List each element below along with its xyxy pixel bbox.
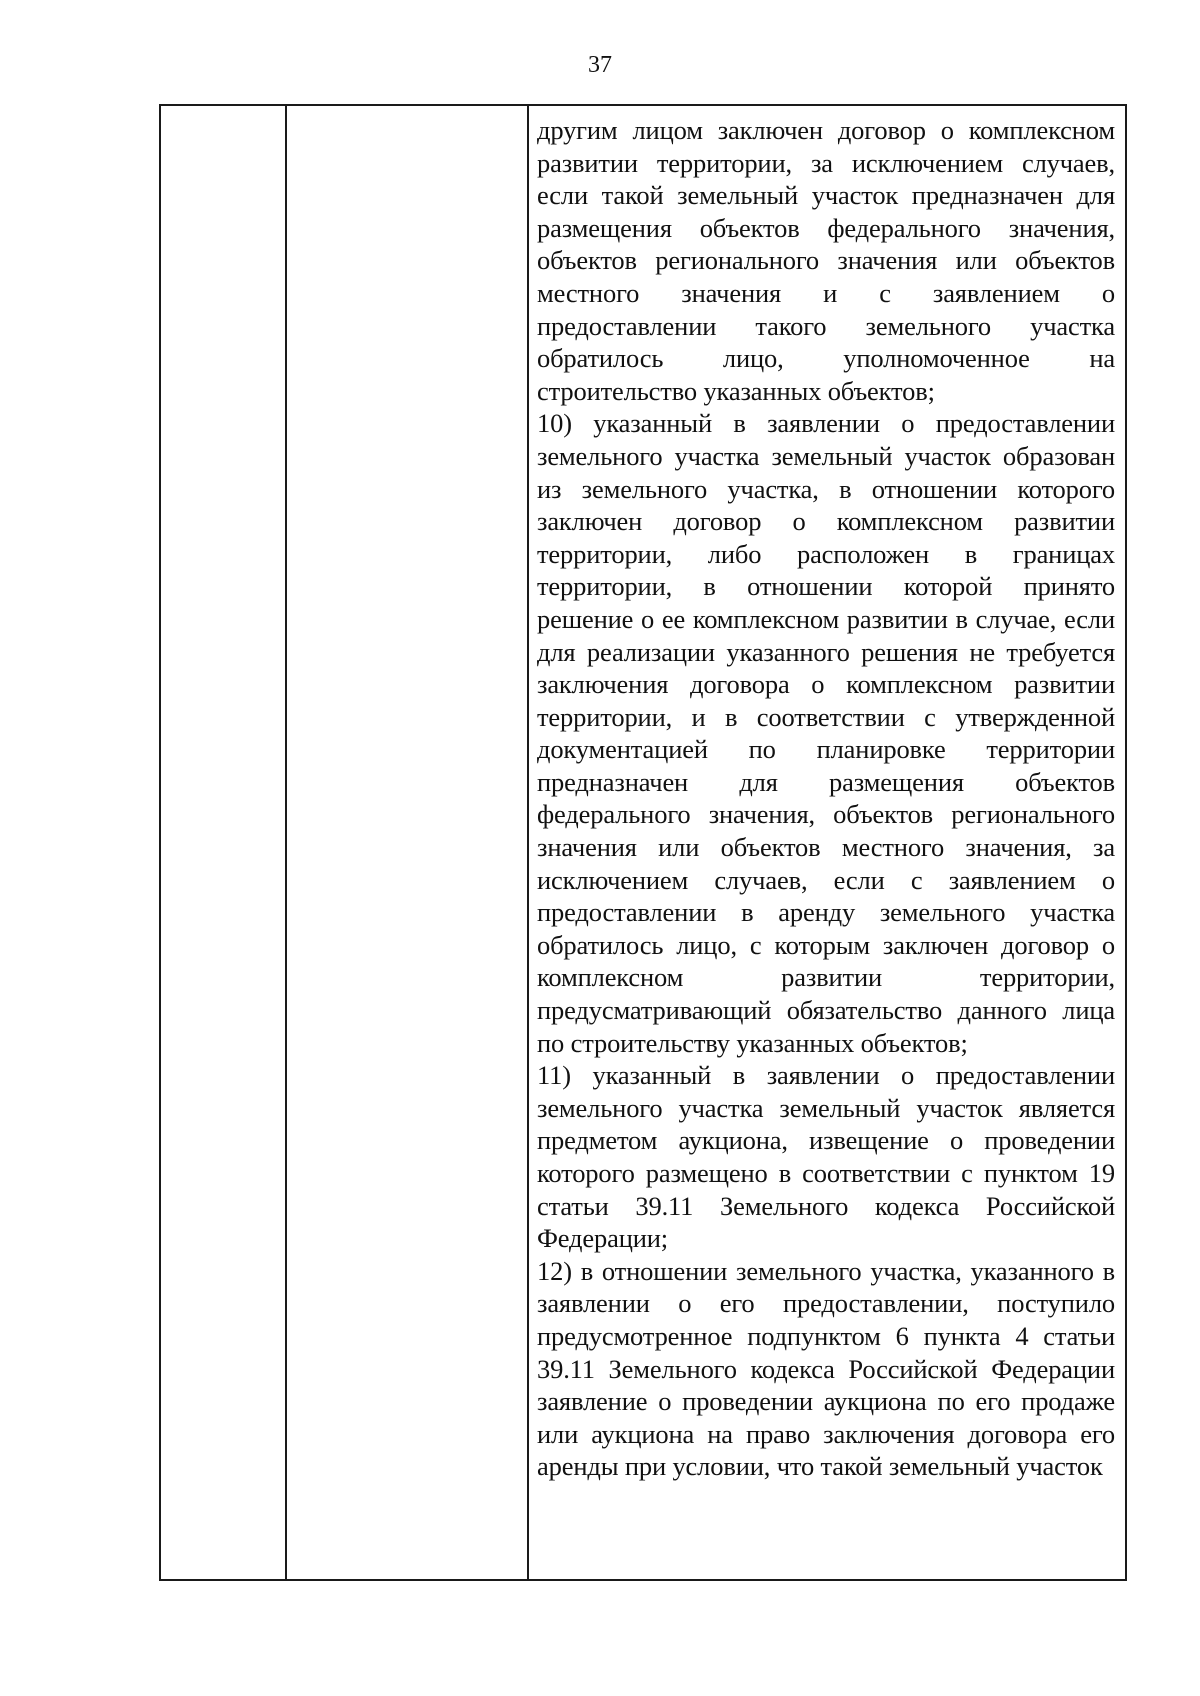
paragraph-continuation: другим лицом заключен договор о комплексном развитии территории, за исключением случаев, если такой земельный участок предназначен для размещения объектов федерального значения, объектов регионального значения или объектов местного значения и с заявлением о предоставлении такого земельного участка обратилось лицо, уполномоченное на строительство указанных объектов;: [537, 115, 1115, 406]
paragraph-item-12: 12) в отношении земельного участка, указанного в заявлении о его предоставлении, поступило предусмотренное подпунктом 6 пункта 4 статьи 39.11 Земельного кодекса Российской Федерации заявление о проведении аукциона по его продаже или аукциона на право заключения договора его аренды при условии, что такой земельный участок: [537, 1255, 1115, 1482]
paragraph-item-10: 10) указанный в заявлении о предоставлении земельного участка земельный участок образован из земельного участка, в отношении которого заключен договор о комплексном развитии территории, либо расположен в границах территории, в отношении которой принято решение о ее комплексном развитии в случае, если для реализации указанного решения не требуется заключения договора о комплексном развитии территории, и в соответствии с утвержденной документацией по планировке территории предназначен для размещения объектов федерального значения, объектов регионального значения или объектов местного значения, за исключением случаев, если с заявлением о предоставлении в аренду земельного участка обратилось лицо, с которым заключен договор о комплексном развитии территории, предусматривающий обязательство данного лица по строительству указанных объектов;: [537, 408, 1115, 1058]
paragraph-item-11: 11) указанный в заявлении о предоставлении земельного участка земельный участок является предметом аукциона, извещение о проведении которого размещено в соответствии с пунктом 19 статьи 39.11 Земельного кодекса Российской Федерации;: [537, 1060, 1115, 1254]
table-column-divider: [527, 106, 529, 1579]
document-table: [159, 104, 1127, 1581]
table-text-cell: [537, 114, 1115, 1483]
page-number: 37: [588, 52, 612, 78]
table-column-divider: [285, 106, 287, 1579]
